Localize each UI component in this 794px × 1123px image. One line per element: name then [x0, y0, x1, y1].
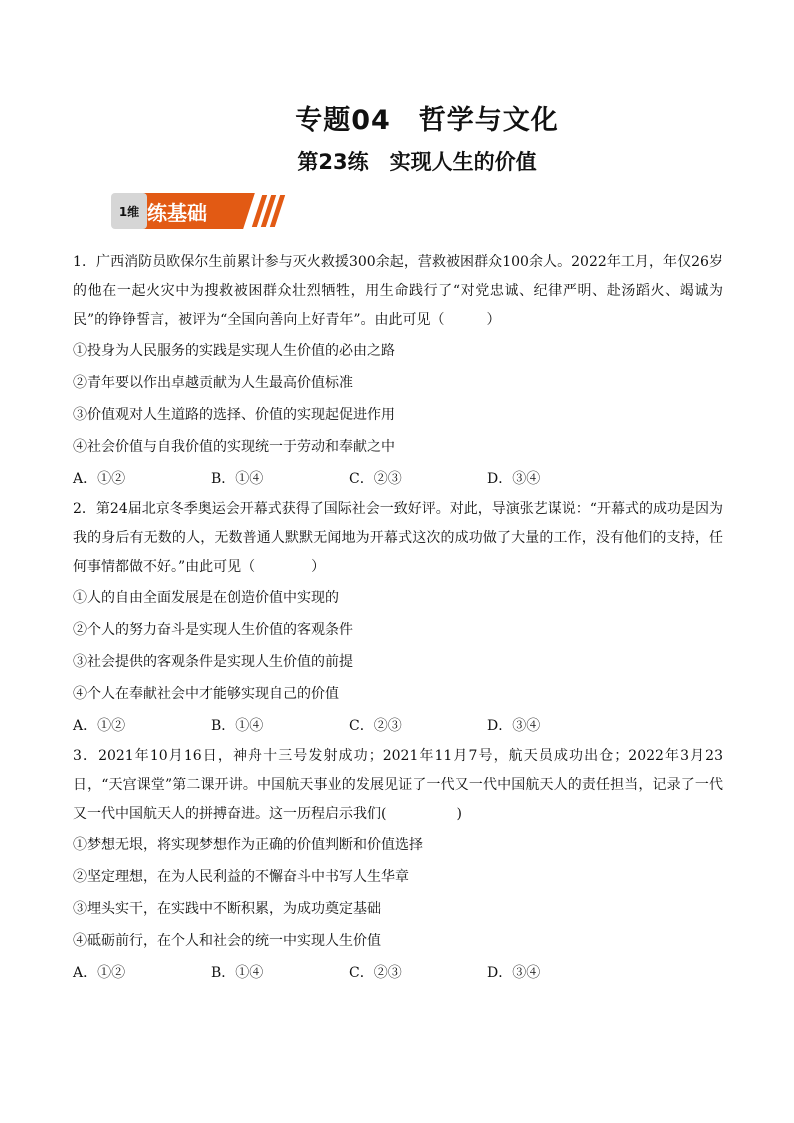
banner-label: 练基础 [147, 201, 207, 225]
section-banner [103, 191, 293, 231]
statement-option: ③社会提供的客观条件是实现人生价值的前提 [73, 654, 353, 670]
answer-choices [73, 957, 723, 989]
statement-option: ②坚定理想，在为人民利益的不懈奋斗中书写人生华章 [73, 869, 409, 885]
choice-c: C．②③ [349, 965, 402, 981]
choice-a: A．①② [73, 471, 126, 487]
statement-option: ④砥砺前行，在个人和社会的统一中实现人生价值 [73, 933, 381, 949]
statement-option: ①人的自由全面发展是在创造价值中实现的 [73, 590, 339, 606]
answer-choices [73, 463, 723, 495]
statement-option: ②个人的努力奋斗是实现人生价值的客观条件 [73, 622, 353, 638]
statement-option: ②青年要以作出卓越贡献为人生最高价值标准 [73, 375, 353, 391]
choice-b: B．①④ [211, 471, 264, 487]
choice-d: D．③④ [487, 965, 541, 981]
question-list [73, 248, 723, 989]
question-stem: 2．第24届北京冬季奥运会开幕式获得了国际社会一致好评。对此，导演张艺谋说：“开幕式的成功是因为我的身后有无数的人，无数普通人默默无闻地为开幕式这次的成功做了大量的工作，没有他们的支持，任何事情都做不好。”由此可见（ ） [73, 501, 723, 575]
statement-option: ①梦想无垠，将实现梦想作为正确的价值判断和价值选择 [73, 837, 423, 853]
page-subtitle: 第23练 实现人生的价值 [297, 150, 537, 174]
statement-option: ③价值观对人生道路的选择、价值的实现起促进作用 [73, 407, 395, 423]
question-1 [73, 248, 723, 495]
choice-c: C．②③ [349, 718, 402, 734]
statement-option: ④社会价值与自我价值的实现统一于劳动和奉献之中 [73, 439, 395, 455]
statement-option: ③埋头实干，在实践中不断积累，为成功奠定基础 [73, 901, 381, 917]
answer-choices [73, 710, 723, 742]
choice-d: D．③④ [487, 718, 541, 734]
choice-a: A．①② [73, 718, 126, 734]
question-stem: 1．广西消防员欧保尔生前累计参与灭火救援300余起，营救被困群众100余人。2022年工月，年仅26岁的他在一起火灾中为搜救被困群众壮烈牺牲，用生命践行了“对党忠诚、纪律严明、赴汤蹈火、竭诚为民”的铮铮誓言，被评为“全国向善向上好青年”。由此可见（ ） [73, 254, 723, 328]
choice-d: D．③④ [487, 471, 541, 487]
choice-b: B．①④ [211, 965, 264, 981]
statement-option: ④个人在奉献社会中才能够实现自己的价值 [73, 686, 339, 702]
banner-tag: 1维 [111, 193, 147, 229]
choice-a: A．①② [73, 965, 126, 981]
page-title: 专题04 哲学与文化 [295, 105, 559, 136]
choice-b: B．①④ [211, 718, 264, 734]
question-2 [73, 495, 723, 742]
statement-option: ①投身为人民服务的实践是实现人生价值的必由之路 [73, 343, 395, 359]
choice-c: C．②③ [349, 471, 402, 487]
question-3 [73, 742, 723, 989]
question-stem: 3．2021年10月16日，神舟十三号发射成功；2021年11月7号，航天员成功出仓；2022年3月23日，“天宫课堂”第二课开讲。中国航天事业的发展见证了一代又一代中国航天人的责任担当，记录了一代又一代中国航天人的拼搏奋进。这一历程启示我们( ) [73, 748, 723, 822]
